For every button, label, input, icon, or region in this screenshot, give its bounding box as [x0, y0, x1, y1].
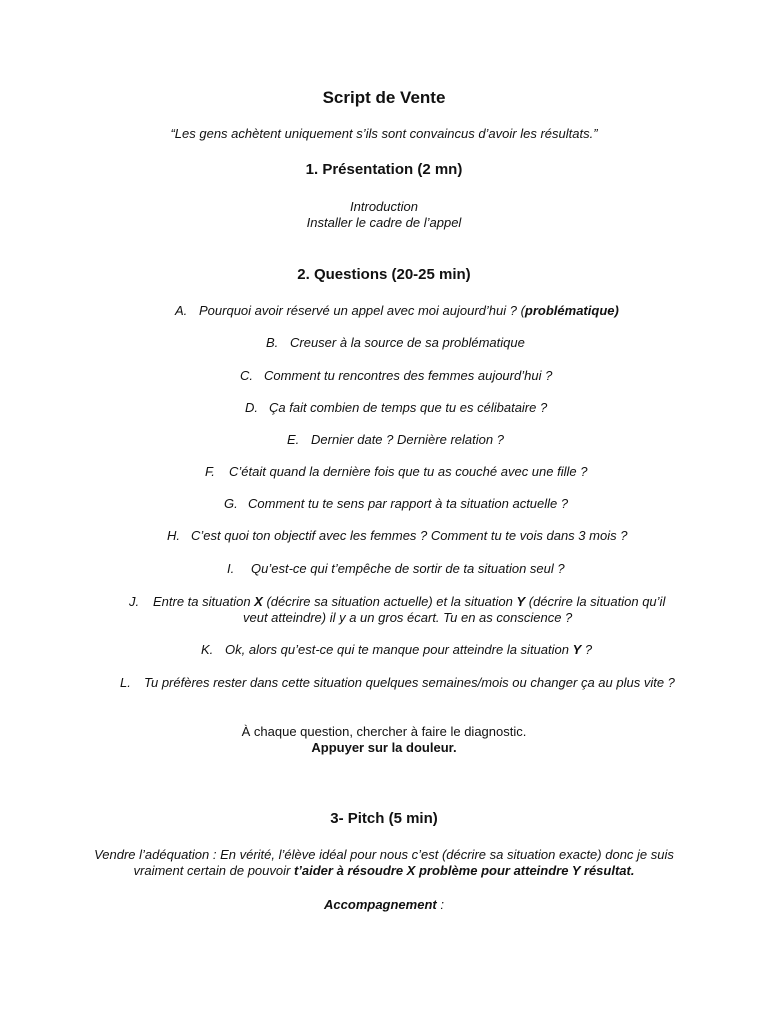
- question-text: Comment tu rencontres des femmes aujourd’hui ?: [264, 368, 553, 383]
- accompagnement-label: [0, 897, 768, 913]
- question-text: Dernier date ? Dernière relation ?: [311, 432, 504, 447]
- question-letter: D.: [245, 400, 258, 415]
- section-3-heading: 3- Pitch (5 min): [330, 810, 438, 827]
- question-item: [287, 432, 504, 448]
- question-item: [175, 303, 619, 319]
- question-bold: problématique): [524, 303, 619, 318]
- question-letter: J.: [129, 594, 140, 609]
- question-continuation: veut atteindre) il y a un gros écart. Tu en as conscience ?: [243, 610, 573, 625]
- question-text: Entre ta situation: [153, 594, 255, 609]
- question-letter: I.: [227, 561, 235, 576]
- question-letter: A.: [175, 303, 188, 318]
- question-item: [240, 368, 552, 384]
- question-text: C’était quand la dernière fois que tu as couché avec une fille ?: [229, 464, 588, 479]
- question-item: [201, 642, 592, 658]
- question-text: C’est quoi ton objectif avec les femmes ? Comment tu te vois dans 3 mois ?: [191, 528, 628, 543]
- question-bold: X: [254, 594, 263, 609]
- question-item: [129, 594, 665, 610]
- question-item: [205, 464, 587, 480]
- question-item: [266, 335, 525, 351]
- quote: “Les gens achètent uniquement s’ils sont convaincus d’avoir les résultats.”: [170, 126, 598, 141]
- question-item: [224, 496, 568, 512]
- question-text: Ok, alors qu’est-ce qui te manque pour atteindre la situation: [225, 642, 573, 657]
- diagnostic-note-bold: Appuyer sur la douleur.: [311, 740, 457, 755]
- question-letter: E.: [287, 432, 300, 447]
- question-bold: Y: [572, 642, 582, 657]
- pitch-line-2-text: vraiment certain de pouvoir: [133, 863, 294, 878]
- question-letter: F.: [205, 464, 215, 479]
- question-text: ?: [581, 642, 593, 657]
- question-text: (décrire la situation qu’il: [525, 594, 666, 609]
- question-text: Comment tu te sens par rapport à ta situation actuelle ?: [248, 496, 569, 511]
- question-letter: B.: [266, 335, 279, 350]
- accompagnement-colon: :: [436, 897, 444, 912]
- question-text: Ça fait combien de temps que tu es célibataire ?: [269, 400, 548, 415]
- pitch-line-2: [0, 863, 768, 879]
- question-text: Qu’est-ce qui t’empêche de sortir de ta situation seul ?: [251, 561, 565, 576]
- accompagnement-text: Accompagnement: [324, 897, 437, 912]
- question-text: Creuser à la source de sa problématique: [290, 335, 525, 350]
- section-1-line-cadre: Installer le cadre de l’appel: [306, 215, 462, 230]
- diagnostic-note: À chaque question, chercher à faire le diagnostic.: [241, 724, 527, 739]
- question-letter: L.: [120, 675, 131, 690]
- question-letter: K.: [201, 642, 214, 657]
- section-1-heading: 1. Présentation (2 mn): [305, 161, 463, 178]
- section-2-heading: 2. Questions (20-25 min): [297, 266, 471, 283]
- question-item: [167, 528, 627, 544]
- pitch-line-2-bold: t’aider à résoudre X problème pour atteindre Y résultat.: [293, 863, 635, 878]
- pitch-line-1: Vendre l’adéquation : En vérité, l’élève idéal pour nous c’est (décrire sa situation exacte) donc je suis: [94, 847, 674, 862]
- question-bold: Y: [516, 594, 526, 609]
- question-text: Pourquoi avoir réservé un appel avec moi aujourd’hui ? (: [199, 303, 525, 318]
- question-text: Tu préfères rester dans cette situation quelques semaines/mois ou changer ça au plus vite ?: [144, 675, 675, 690]
- question-letter: G.: [224, 496, 238, 511]
- question-text: (décrire sa situation actuelle) et la situation: [262, 594, 517, 609]
- question-letter: C.: [240, 368, 253, 383]
- question-item: [227, 561, 565, 577]
- section-1-line-introduction: Introduction: [350, 199, 418, 214]
- question-item: [245, 400, 547, 416]
- question-item: [120, 675, 675, 691]
- document-title: Script de Vente: [322, 88, 446, 107]
- question-letter: H.: [167, 528, 180, 543]
